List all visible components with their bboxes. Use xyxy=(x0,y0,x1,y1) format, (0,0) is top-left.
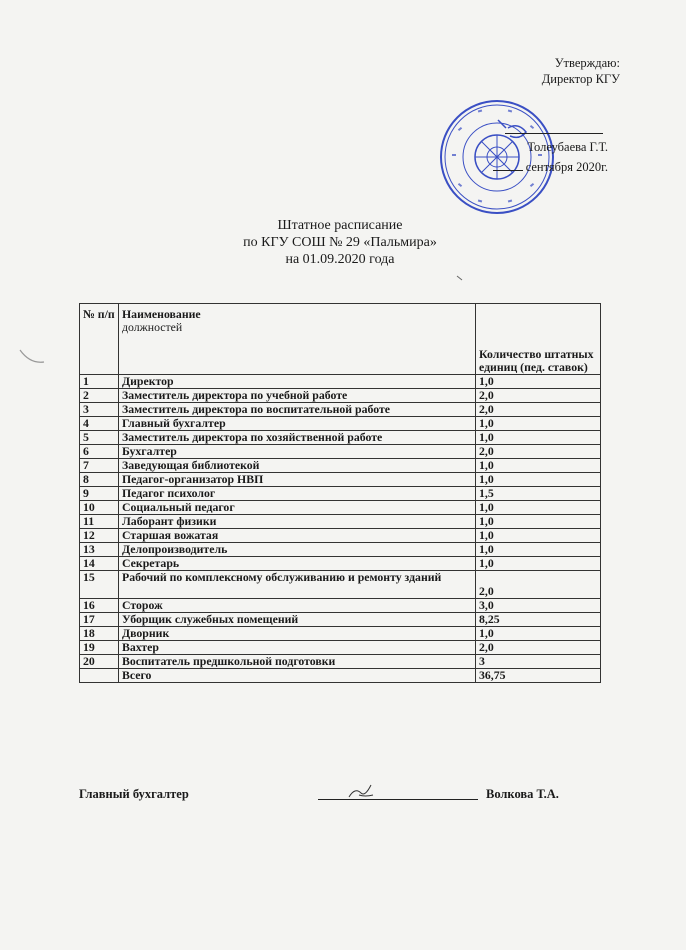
row-num: 18 xyxy=(80,627,119,641)
title-line-3: на 01.09.2020 года xyxy=(285,252,395,267)
table-row xyxy=(80,599,601,613)
row-count: 1,0 xyxy=(476,375,601,389)
row-count: 8,25 xyxy=(476,613,601,627)
table-row xyxy=(80,487,601,501)
row-position: Заместитель директора по учебной работе xyxy=(119,389,476,403)
official-stamp-icon xyxy=(438,98,556,216)
title-line-2: по КГУ СОШ № 29 «Пальмира» xyxy=(243,235,437,250)
row-count: 1,0 xyxy=(476,417,601,431)
row-num: 2 xyxy=(80,389,119,403)
header-name-label: Наименование xyxy=(122,307,201,321)
row-num: 11 xyxy=(80,515,119,529)
header-name xyxy=(119,304,476,375)
row-num: 1 xyxy=(80,375,119,389)
row-position: Всего xyxy=(119,669,476,683)
row-num: 3 xyxy=(80,403,119,417)
table-row xyxy=(80,375,601,389)
row-num: 15 xyxy=(80,571,119,599)
row-num: 13 xyxy=(80,543,119,557)
accountant-signature-icon xyxy=(345,781,379,801)
row-num: 4 xyxy=(80,417,119,431)
paper-crease-icon xyxy=(18,346,46,366)
header-num-label: № п/п xyxy=(83,307,115,321)
row-count: 1,0 xyxy=(476,431,601,445)
row-count: 1,0 xyxy=(476,501,601,515)
director-signature-line xyxy=(505,133,603,134)
row-position: Делопроизводитель xyxy=(119,543,476,557)
header-count: Количество штатных единиц (пед. ставок) xyxy=(476,304,601,375)
row-count: 1,0 xyxy=(476,459,601,473)
row-num: 12 xyxy=(80,529,119,543)
row-position: Сторож xyxy=(119,599,476,613)
row-position: Педагог-организатор НВП xyxy=(119,473,476,487)
row-count: 1,0 xyxy=(476,627,601,641)
row-num: 14 xyxy=(80,557,119,571)
row-position: Заместитель директора по хозяйственной работе xyxy=(119,431,476,445)
row-count: 1,0 xyxy=(476,473,601,487)
row-num: 17 xyxy=(80,613,119,627)
staff-table xyxy=(79,303,601,683)
table-row xyxy=(80,459,601,473)
table-row xyxy=(80,613,601,627)
row-num: 19 xyxy=(80,641,119,655)
row-count: 2,0 xyxy=(476,445,601,459)
row-count: 1,0 xyxy=(476,557,601,571)
row-position: Дворник xyxy=(119,627,476,641)
header-name-sub: должностей xyxy=(122,320,183,334)
approval-heading: Утверждаю: xyxy=(554,56,620,70)
row-position: Заведующая библиотекой xyxy=(119,459,476,473)
row-position: Директор xyxy=(119,375,476,389)
table-row xyxy=(80,473,601,487)
accountant-name: Волкова Т.А. xyxy=(486,787,559,801)
table-row xyxy=(80,445,601,459)
row-position: Социальный педагог xyxy=(119,501,476,515)
table-total-row xyxy=(80,669,601,683)
table-row xyxy=(80,627,601,641)
approval-position: Директор КГУ xyxy=(541,72,620,86)
row-num: 20 xyxy=(80,655,119,669)
header-num xyxy=(80,304,119,375)
row-count: 2,0 xyxy=(476,403,601,417)
row-count: 36,75 xyxy=(476,669,601,683)
table-row xyxy=(80,655,601,669)
row-num: 5 xyxy=(80,431,119,445)
date-day-blank xyxy=(493,170,523,171)
row-position: Главный бухгалтер xyxy=(119,417,476,431)
row-count: 1,0 xyxy=(476,543,601,557)
table-row xyxy=(80,417,601,431)
row-count: 2,0 xyxy=(476,641,601,655)
row-position: Заместитель директора по воспитательной работе xyxy=(119,403,476,417)
row-count: 1,0 xyxy=(476,529,601,543)
table-row xyxy=(80,529,601,543)
row-num: 7 xyxy=(80,459,119,473)
document-title xyxy=(200,217,480,268)
table-row xyxy=(80,557,601,571)
row-position: Старшая вожатая xyxy=(119,529,476,543)
table-row xyxy=(80,431,601,445)
row-num: 16 xyxy=(80,599,119,613)
title-line-1: Штатное расписание xyxy=(277,218,403,233)
row-num: 10 xyxy=(80,501,119,515)
table-row xyxy=(80,571,601,599)
approval-block xyxy=(470,55,620,87)
row-position: Педагог психолог xyxy=(119,487,476,501)
row-count: 1,0 xyxy=(476,515,601,529)
row-count: 1,5 xyxy=(476,487,601,501)
row-num: 6 xyxy=(80,445,119,459)
row-position: Уборщик служебных помещений xyxy=(119,613,476,627)
row-position: Секретарь xyxy=(119,557,476,571)
row-count: 2,0 xyxy=(476,571,601,599)
row-num xyxy=(80,669,119,683)
row-count: 3 xyxy=(476,655,601,669)
row-count: 2,0 xyxy=(476,389,601,403)
row-num: 9 xyxy=(80,487,119,501)
table-row xyxy=(80,389,601,403)
table-row xyxy=(80,501,601,515)
approval-date-text: сентября 2020г. xyxy=(525,160,608,174)
row-num: 8 xyxy=(80,473,119,487)
row-position: Воспитатель предшкольной подготовки xyxy=(119,655,476,669)
row-count: 3,0 xyxy=(476,599,601,613)
accountant-signature-line xyxy=(318,799,478,800)
approval-date xyxy=(473,160,608,175)
ink-mark-icon xyxy=(456,274,464,282)
row-position: Вахтер xyxy=(119,641,476,655)
table-row xyxy=(80,641,601,655)
director-name: Толеубаева Г.Т. xyxy=(527,140,608,154)
row-position: Бухгалтер xyxy=(119,445,476,459)
accountant-title: Главный бухгалтер xyxy=(79,787,189,801)
table-header-row xyxy=(80,304,601,375)
table-row xyxy=(80,515,601,529)
row-position: Лаборант физики xyxy=(119,515,476,529)
table-row xyxy=(80,403,601,417)
row-position: Рабочий по комплексному обслуживанию и ремонту зданий xyxy=(119,571,476,599)
table-row xyxy=(80,543,601,557)
